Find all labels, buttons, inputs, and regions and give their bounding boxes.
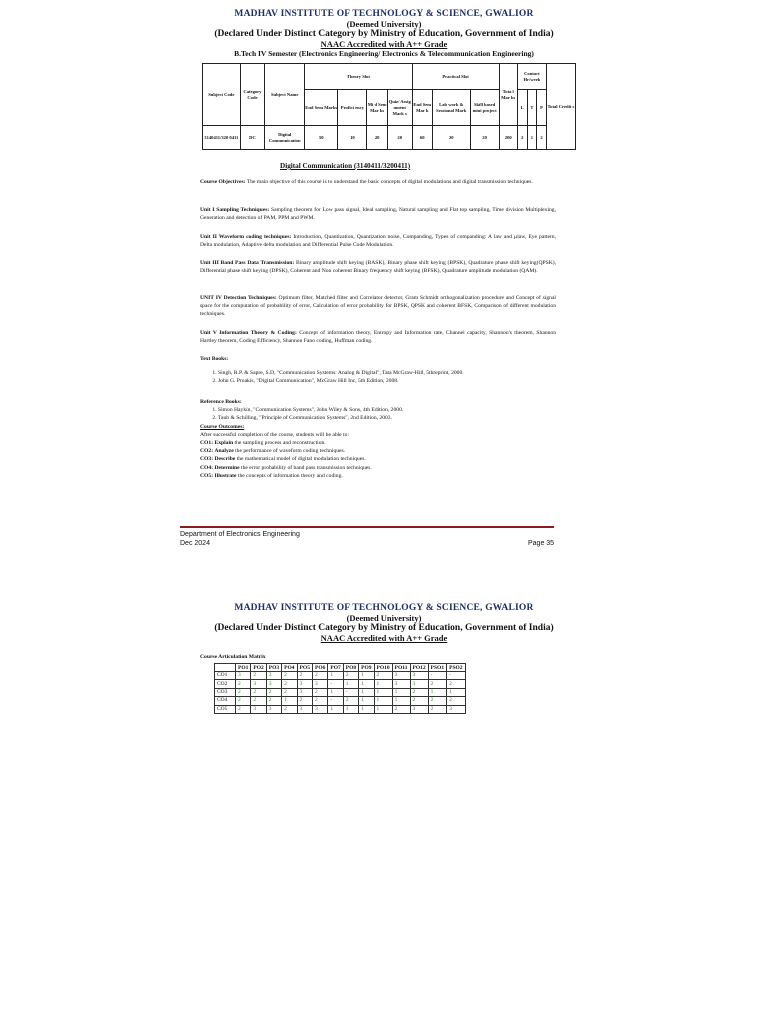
matrix-cell: 2 [266,697,281,705]
matrix-cell: 1 [374,705,392,713]
matrix-cell: 1 [328,688,343,696]
cell: DC [240,126,265,150]
matrix-cell: 1 [359,697,374,705]
outcome-text: the error probability of band pass transmission techniques. [239,464,372,471]
matrix-cell: 2 [410,688,428,696]
matrix-cell: 3 [297,680,312,688]
col-t: T [527,90,537,126]
matrix-cell: 2 [297,672,312,680]
matrix-cell: 2 [236,688,251,696]
declaration: (Declared Under Distinct Category by Ministry of Education, Government of India) [214,29,554,39]
outcome-code: CO5: [200,472,214,479]
cell: 20 [470,126,499,150]
matrix-header: PSO1 [428,664,446,672]
outcome-code: CO2: [200,448,214,455]
scheme-table [202,63,576,150]
page-header-2 [0,603,768,643]
outcome-item [200,455,556,463]
matrix-cell: 2 [410,697,428,705]
unit-label: UNIT IV Detection Techniques: [200,295,277,301]
outcome-verb: Determine [214,464,240,471]
matrix-cell: - [343,688,358,696]
cell: 20 [387,126,412,150]
matrix-cell: 2 [447,697,465,705]
total-marks-header: Tota l Mar ks [499,64,517,126]
footer-divider [180,526,554,528]
matrix-cell: 1 [359,688,374,696]
matrix-row-label: CO2 [215,680,236,688]
unit-label: Unit V Information Theory & Coding: [200,330,297,336]
unit-text: Binary amplitude shift keying (BASK), Binary phase shift keying (BPSK), Quadrature phase shift keying(QPSK), Differential phase shift keying (DPSK), Coherent and Non coherent Binary frequency shift keying (BFSK), Quadrature amplitude modulation (QAM). [200,260,557,275]
matrix-cell: 3 [266,672,281,680]
unit-text: Introduction, Quantization, Quantization noise, Companding, Types of companding: A law and µlaw, Eye pattern, Delta modulation, Adaptive delta modulation and Differential Pulse Code Modulation. [200,234,556,249]
matrix-cell: 3 [266,680,281,688]
matrix-cell: 1 [359,672,374,680]
matrix-cell: 2 [282,705,297,713]
semester-title: B.Tech IV Semester (Electronics Engineering/ Electronics & Telecommunication Engineering) [234,49,534,58]
matrix-cell: 2 [266,688,281,696]
footer-date: Dec 2024 [180,540,210,547]
matrix-cell: 1 [359,705,374,713]
scheme-row [203,126,576,150]
outcome-item [200,472,556,480]
col-quiz: Quiz/ Assig nment Mark s [387,90,412,126]
matrix-header: PSO2 [447,664,465,672]
deemed-status: (Deemed University) [346,19,422,29]
cell: 200 [499,126,517,150]
unit-2 [200,233,556,249]
outcome-text: the sampling process and reconstruction. [233,440,326,447]
theory-slot-header: Theory Slot [305,64,412,90]
matrix-row [215,697,466,705]
matrix-cell: 2 [428,705,446,713]
deemed-status: (Deemed University) [346,613,422,623]
unit-4 [200,294,556,319]
matrix-header-row [215,664,466,672]
course-title: Digital Communication (3140411/3200411) [280,162,411,170]
outcome-verb: Explain [214,440,234,447]
cell: 60 [412,126,432,150]
unit-1 [200,206,556,222]
matrix-row-label: CO4 [215,697,236,705]
matrix-cell: 2 [374,672,392,680]
matrix-header: PO2 [251,664,266,672]
matrix-cell: 1 [374,688,392,696]
matrix-cell: 2 [282,688,297,696]
matrix-header [215,664,236,672]
matrix-cell: 3 [447,705,465,713]
practical-slot-header: Practical Slot [412,64,499,90]
cell: 2 [517,126,527,150]
cell: 3140411/320 0411 [203,126,241,150]
outcome-verb: Illustrate [214,472,237,479]
cell: 50 [305,126,338,150]
matrix-cell: 1 [374,680,392,688]
outcome-verb: Describe [214,456,236,463]
matrix-cell: 2 [251,697,266,705]
outcome-item [200,439,556,447]
matrix-cell: 2 [392,705,410,713]
cell: 10 [338,126,367,150]
matrix-cell: 2 [428,697,446,705]
col-end-sem: End Sem Marks [305,90,338,126]
matrix-title: Course Articulation Matrix [200,654,266,660]
matrix-header: PO12 [410,664,428,672]
contact-hours-header: Contact Hr/week [517,64,546,90]
unit-text: Concept of information theory, Entropy and Information rate, Channel capacity, Shannon's theorem, Shannon Hartley theorem, Coding Efficiency, Shannon Fano coding, Huffman coding. [200,330,557,345]
matrix-cell: - [428,672,446,680]
matrix-row [215,688,466,696]
matrix-cell: 1 [447,688,465,696]
matrix-cell: 1 [328,705,343,713]
list-item: 1. Simon Haykin, "Communication Systems", John Wiley & Sons, 4th Edition, 2000. [218,406,556,414]
outcome-code: CO3: [200,456,214,463]
matrix-row [215,672,466,680]
matrix-cell: 3 [410,672,428,680]
matrix-cell: 1 [343,680,358,688]
matrix-header: PO3 [266,664,281,672]
matrix-cell: - [328,697,343,705]
matrix-cell: 1 [392,688,410,696]
matrix-cell: 3 [312,680,327,688]
matrix-cell: 3 [392,680,410,688]
matrix-cell: 3 [251,705,266,713]
col-skill-project: Skill based mini project [470,90,499,126]
outcome-item [200,447,556,455]
cell: 20 [432,126,470,150]
col-proficiency: Profici ency [338,90,367,126]
unit-5 [200,329,556,345]
matrix-cell: 1 [328,672,343,680]
declaration: (Declared Under Distinct Category by Ministry of Education, Government of India) [214,623,554,633]
unit-label: Unit I Sampling Techniques: [200,207,270,213]
outcome-text: the mathematical model of digital modulation techniques. [235,456,366,463]
matrix-cell: 3 [297,705,312,713]
cell: 20 [367,126,387,150]
matrix-cell: - [328,680,343,688]
text-books [200,355,556,386]
matrix-cell: 3 [410,680,428,688]
outcome-verb: Analyze [214,448,234,455]
articulation-matrix [214,663,466,714]
col-mid-sem: Mi d Sem Mar ks [367,90,387,126]
matrix-cell: 2 [236,705,251,713]
matrix-cell: 2 [312,688,327,696]
page-header [0,9,768,59]
matrix-cell: 3 [251,680,266,688]
matrix-header: PO9 [359,664,374,672]
matrix-header: PO11 [392,664,410,672]
footer-department: Department of Electronics Engineering [180,531,300,538]
matrix-cell: 2 [282,672,297,680]
unit-label: Unit II Waveform coding techniques: [200,234,292,240]
matrix-header: PO10 [374,664,392,672]
matrix-cell: 3 [266,705,281,713]
matrix-cell: 2 [236,697,251,705]
col-practical-end-sem: End Sem Mar k [412,90,432,126]
matrix-cell: 2 [251,672,266,680]
list-item: 1. Singh, R.P. & Sapre, S.D, "Communication Systems: Analog & Digital", Tata McGraw-Hill, 5threprint, 2000. [218,369,556,377]
outcomes-label: Course Outcomes: [200,423,245,430]
course-objectives [200,178,556,186]
matrix-cell: 2 [297,697,312,705]
matrix-cell: 3 [410,705,428,713]
cell: 1 [527,126,537,150]
col-l: L [517,90,527,126]
col-lab-work: Lab work & Sessional Mark [432,90,470,126]
matrix-header: PO7 [328,664,343,672]
unit-text: Optimum filter, Matched filter and Correlator detector, Gram Schmidt orthogonalization procedure and Concept of signal space for the computation of probability of error, Calculation of error probability for BPSK, QPSK and coherent BFSK, Comparison of different modulation techniques. [200,295,556,318]
text-books-label: Text Books: [200,356,229,362]
matrix-cell: 2 [343,697,358,705]
objectives-label: Course Objectives: [200,179,246,185]
outcome-text: the concepts of information theory and coding. [236,472,343,479]
col-p: P [537,90,547,126]
matrix-cell: 3 [297,688,312,696]
matrix-body [215,672,466,714]
matrix-row-label: CO1 [215,672,236,680]
matrix-row-label: CO5 [215,705,236,713]
naac-grade: NAAC Accredited with A++ Grade [320,39,448,49]
matrix-cell: 1 [359,680,374,688]
matrix-cell: 1 [428,688,446,696]
matrix-cell: 3 [312,705,327,713]
institute-name: MADHAV INSTITUTE OF TECHNOLOGY & SCIENCE, GWALIOR [234,9,534,19]
matrix-header: PO4 [282,664,297,672]
matrix-cell: 1 [392,697,410,705]
matrix-row [215,680,466,688]
matrix-cell: 3 [236,672,251,680]
matrix-cell: 2 [447,680,465,688]
matrix-cell: 2 [312,697,327,705]
matrix-cell: 2 [428,680,446,688]
matrix-cell: 1 [343,705,358,713]
matrix-cell: - [447,672,465,680]
objectives-text: The main objective of this course is to understand the basic concepts of digital modulations and digital transmission techniques. [245,179,533,185]
matrix-row [215,705,466,713]
matrix-header: PO8 [343,664,358,672]
col-subject-name: Subject Name [265,64,305,126]
institute-name: MADHAV INSTITUTE OF TECHNOLOGY & SCIENCE, GWALIOR [234,603,534,613]
cell: Digital Communication [265,126,305,150]
matrix-header: PO6 [312,664,327,672]
matrix-cell: 2 [343,672,358,680]
outcome-item [200,464,556,472]
total-credits-header: Total Credit s [546,64,575,150]
matrix-row-label: CO3 [215,688,236,696]
matrix-header: PO5 [297,664,312,672]
reference-books [200,398,556,480]
matrix-cell: 2 [251,688,266,696]
reference-books-label: Reference Books: [200,399,242,405]
matrix-cell: 3 [392,672,410,680]
matrix-cell: 2 [282,680,297,688]
matrix-cell: 1 [282,697,297,705]
list-item: 2. John G. Proakis, "Digital Communication", McGraw Hill Inc, 5th Edition, 2008. [218,377,556,385]
unit-text: Sampling theorem for Low pass signal, Ideal sampling, Natural sampling and Flat top sampling, Time division Multiplexing, Generation and detection of PAM, PPM and PWM. [200,207,556,222]
outcome-code: CO4: [200,464,214,471]
unit-label: Unit III Band Pass Data Transmission: [200,260,295,266]
naac-grade: NAAC Accredited with A++ Grade [320,633,448,643]
matrix-header: PO1 [236,664,251,672]
outcome-code: CO1: [200,440,214,447]
col-category-code: Category Code [240,64,265,126]
cell: 2 [537,126,547,150]
outcomes-intro: After successful completion of the course, students will be able to: [200,431,349,438]
outcome-text: the performance of waveform coding techniques. [233,448,346,455]
matrix-cell: 2 [236,680,251,688]
col-subject-code: Subject Code [203,64,241,126]
footer-page-number: Page 35 [528,540,555,547]
matrix-cell: 2 [312,672,327,680]
unit-3 [200,259,556,275]
list-item: 2. Taub & Schilling, "Principle of Communication Systems", 2nd Edition, 2003. [218,414,556,422]
matrix-cell: 1 [374,697,392,705]
